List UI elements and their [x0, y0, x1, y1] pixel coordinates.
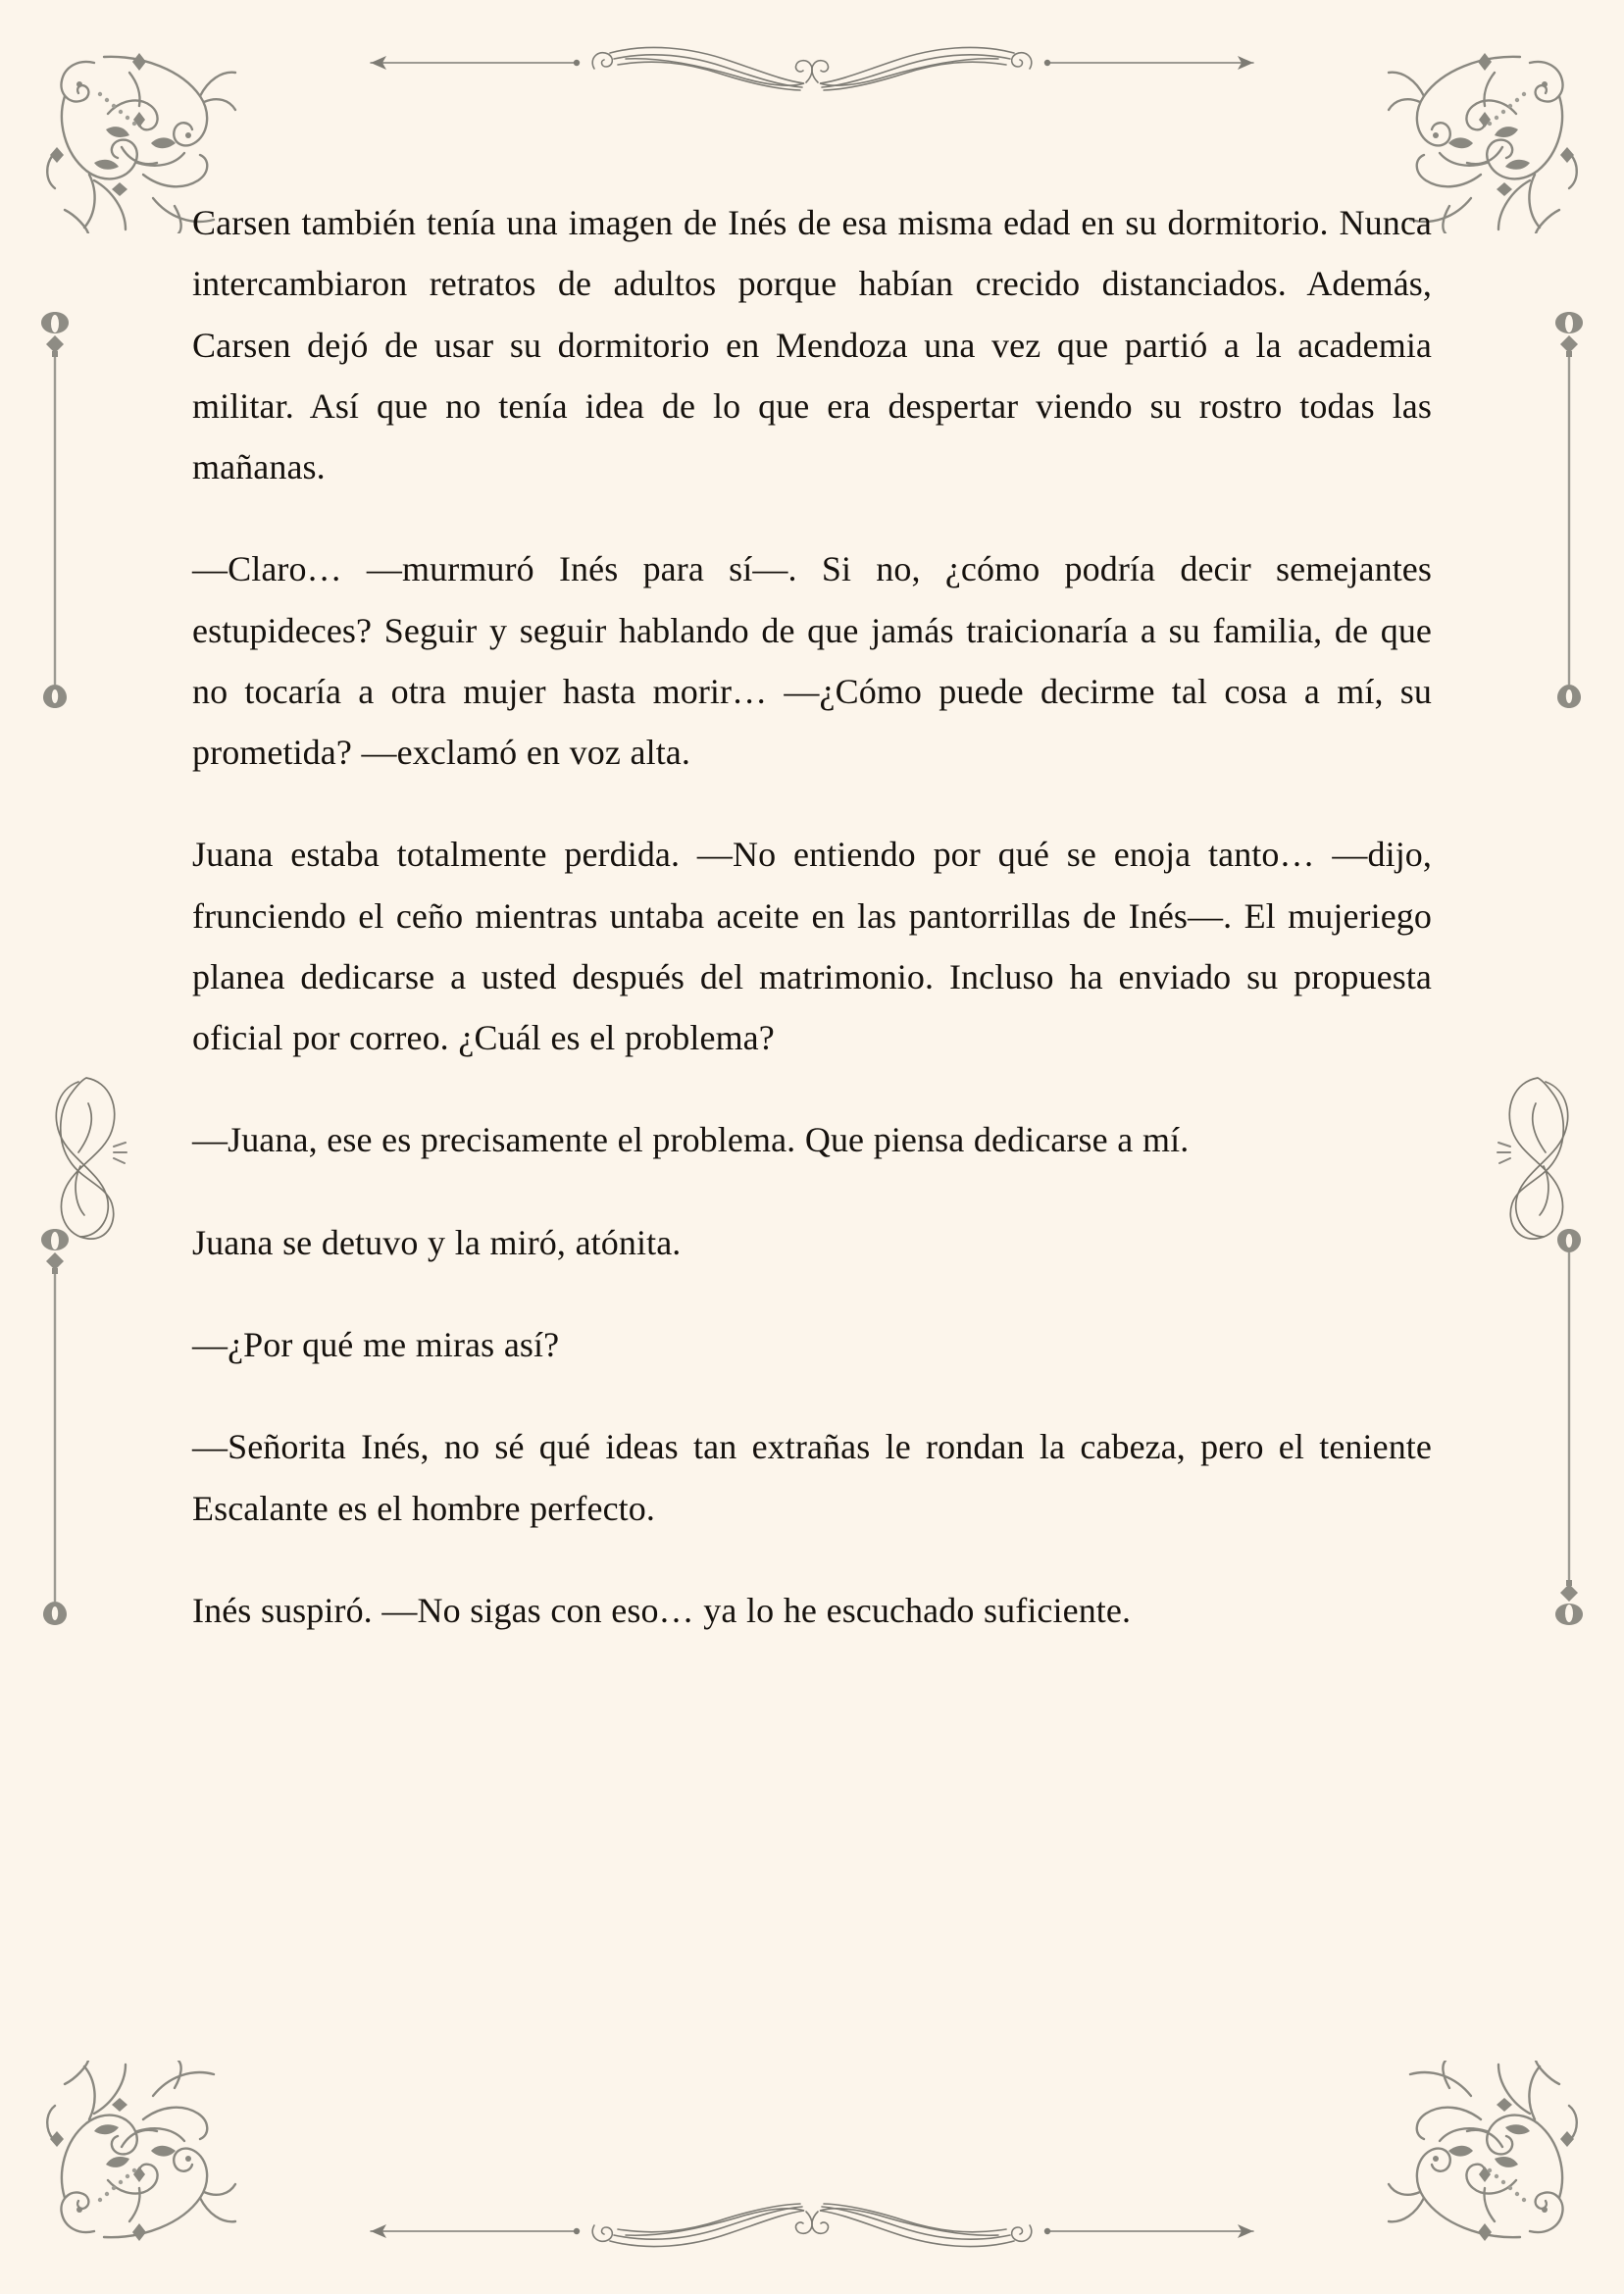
- filigree-corner-ornament-bottom-right: [1383, 2056, 1589, 2257]
- horizontal-flourish-divider-bottom: [331, 2197, 1293, 2261]
- vertical-rod-ornament-right-lower: [1553, 1221, 1585, 1638]
- paragraph: Carsen también tenía una imagen de Inés de esa misma edad en su dormitorio. Nunca intercambiaron retratos de adultos porque habían crecido distanciados. Además, Carsen dejó de usar su dormitorio en Mendoza una vez que partió a la academia militar. Así que no tenía idea de lo que era despertar viendo su rostro todas las mañanas.: [192, 203, 1432, 487]
- paragraph: —Señorita Inés, no sé qué ideas tan extrañas le rondan la cabeza, pero el teniente Escalante es el hombre perfecto.: [192, 1427, 1432, 1528]
- paragraph: —¿Por qué me miras así?: [192, 1324, 560, 1364]
- paragraph: Juana estaba totalmente perdida. —No entiendo por qué se enoja tanto… —dijo, frunciendo el ceño mientras untaba aceite en las pantorrillas de Inés—. El mujeriego planea dedicarse a usted después del matrimonio. Incluso ha enviado su propuesta oficial por correo. ¿Cuál es el problema?: [192, 835, 1432, 1058]
- vertical-rod-ornament-left-lower: [39, 1221, 71, 1638]
- filigree-corner-ornament-bottom-left: [35, 2056, 241, 2257]
- page-text-column: [192, 192, 1432, 1641]
- vertical-rod-ornament-left-upper: [39, 304, 71, 721]
- infinity-loop-ornament-right: [1491, 1064, 1589, 1255]
- paragraph: Inés suspiró. —No sigas con eso… ya lo he escuchado suficiente.: [192, 1590, 1132, 1630]
- paragraph: Juana se detuvo y la miró, atónita.: [192, 1222, 682, 1262]
- infinity-loop-ornament-left: [35, 1064, 133, 1255]
- paragraph: —Claro… —murmuró Inés para sí—. Si no, ¿cómo podría decir semejantes estupideces? Seguir y seguir hablando de que jamás traicionaría a su familia, de que no tocaría a otra mujer hasta morir… —¿Cómo puede decirme tal cosa a mí, su prometida? —exclamó en voz alta.: [192, 549, 1432, 773]
- horizontal-flourish-divider-top: [331, 33, 1293, 97]
- paragraph: —Juana, ese es precisamente el problema. Que piensa dedicarse a mí.: [192, 1120, 1190, 1160]
- vertical-rod-ornament-right-upper: [1553, 304, 1585, 721]
